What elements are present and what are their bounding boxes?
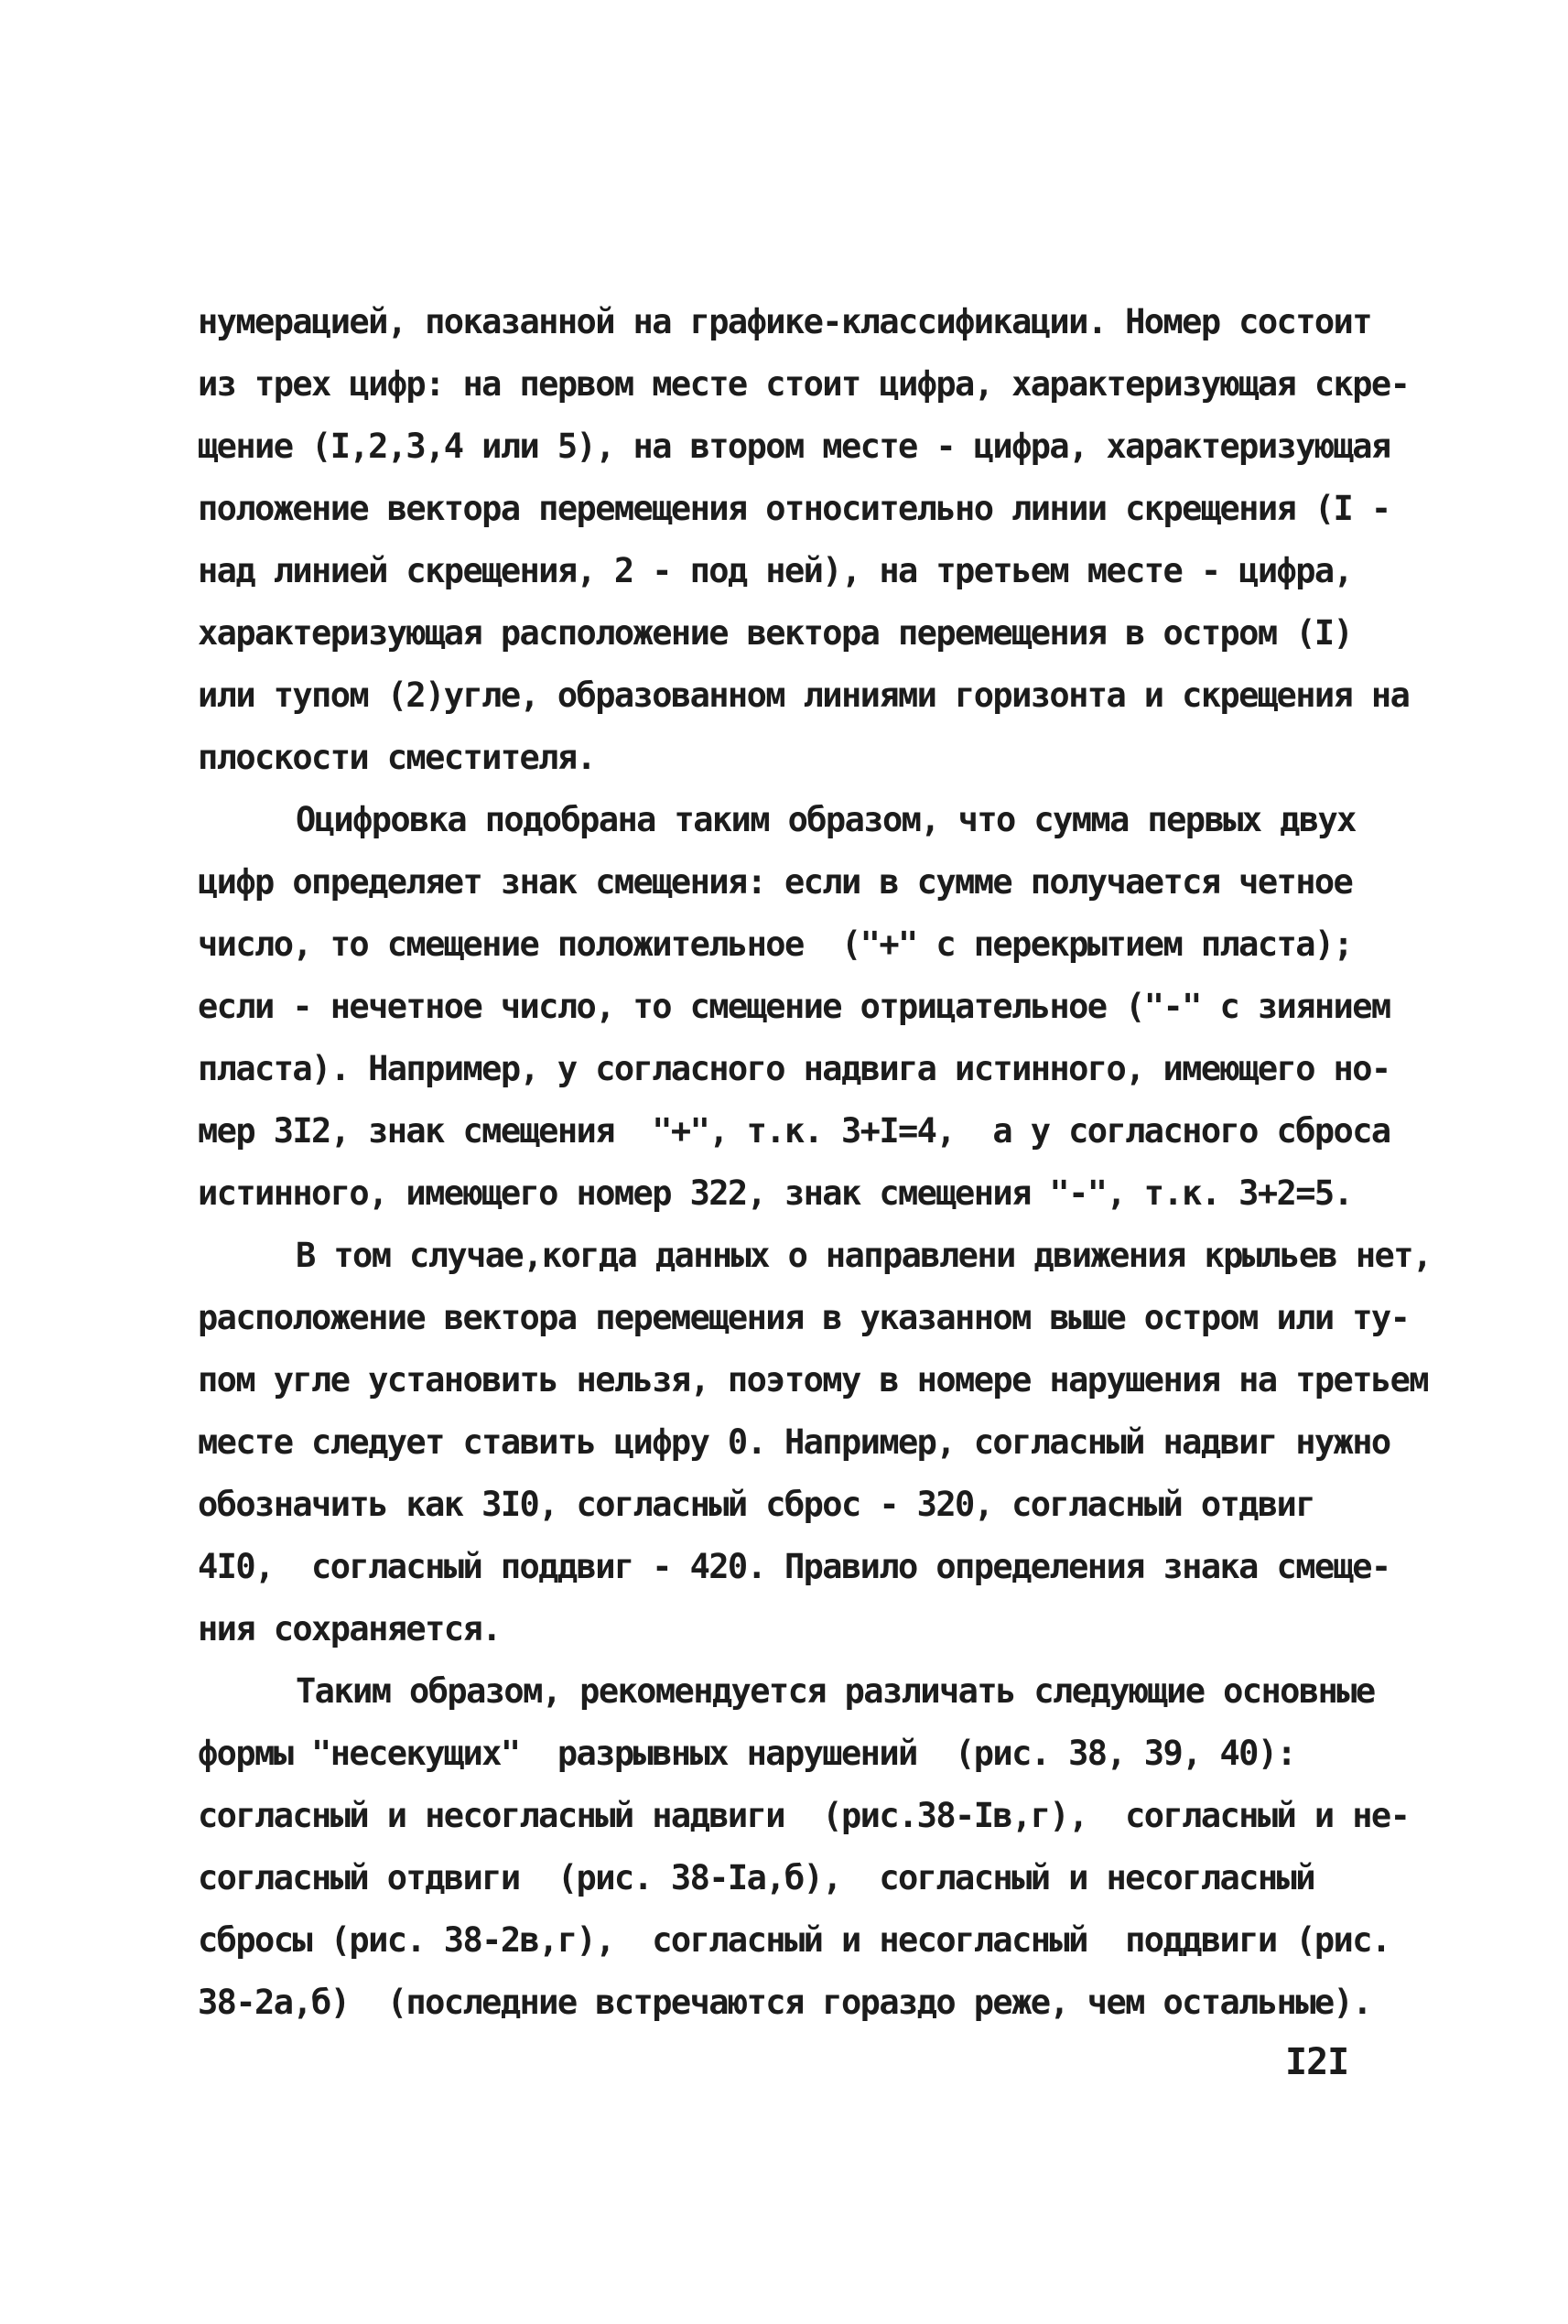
- text-line: характеризующая расположение вектора перемещения в остром (I): [198, 613, 1353, 653]
- text-line: обозначить как 3I0, согласный сброс - 320, согласный отдвиг: [198, 1485, 1314, 1524]
- text-line: расположение вектора перемещения в указанном выше остром или ту-: [198, 1298, 1410, 1337]
- text-line: если - нечетное число, то смещение отрицательное ("-" с зиянием: [198, 987, 1390, 1026]
- body-text: [198, 291, 1432, 2034]
- text-line: пласта). Например, у согласного надвига истинного, имеющего но-: [198, 1049, 1390, 1088]
- text-line: формы "несекущих" разрывных нарушений (рис. 38, 39, 40):: [198, 1734, 1296, 1773]
- text-line: пом угле установить нельзя, поэтому в номере нарушения на третьем: [198, 1360, 1428, 1400]
- text-line: согласный отдвиги (рис. 38-Iа,б), согласный и несогласный: [198, 1858, 1314, 1897]
- text-line: 4I0, согласный поддвиг - 420. Правило определения знака смеще-: [198, 1547, 1390, 1586]
- page-number: I2I: [1285, 2041, 1349, 2083]
- text-line: из трех цифр: на первом месте стоит цифра, характеризующая скре-: [198, 364, 1410, 404]
- text-line: число, то смещение положительное ("+" с перекрытием пласта);: [198, 924, 1353, 964]
- text-line: над линией скрещения, 2 - под ней), на третьем месте - цифра,: [198, 551, 1353, 590]
- text-line: 38-2а,б) (последние встречаются гораздо реже, чем остальные).: [198, 1983, 1371, 2022]
- text-line: нумерацией, показанной на графике-классификации. Номер состоит: [198, 302, 1371, 341]
- text-line: или тупом (2)угле, образованном линиями горизонта и скрещения на: [198, 676, 1410, 715]
- text-line: Оцифровка подобрана таким образом, что сумма первых двух: [296, 800, 1356, 839]
- text-line: ния сохраняется.: [198, 1609, 501, 1648]
- text-line: плоскости сместителя.: [198, 738, 596, 777]
- text-line: положение вектора перемещения относительно линии скрещения (I -: [198, 489, 1390, 528]
- text-line: Таким образом, рекомендуется различать следующие основные: [296, 1671, 1375, 1711]
- text-line: месте следует ставить цифру 0. Например, согласный надвиг нужно: [198, 1422, 1390, 1462]
- text-line: согласный и несогласный надвиги (рис.38-Iв,г), согласный и не-: [198, 1796, 1410, 1835]
- text-line: истинного, имеющего номер 322, знак смещения "-", т.к. 3+2=5.: [198, 1173, 1353, 1213]
- text-line: сбросы (рис. 38-2в,г), согласный и несогласный поддвиги (рис.: [198, 1920, 1390, 1960]
- text-line: В том случае,когда данных о направлени движения крыльев нет,: [296, 1236, 1432, 1275]
- text-line: щение (I,2,3,4 или 5), на втором месте - цифра, характеризующая: [198, 427, 1390, 466]
- text-line: цифр определяет знак смещения: если в сумме получается четное: [198, 862, 1353, 902]
- text-line: мер 3I2, знак смещения "+", т.к. 3+I=4, а у согласного сброса: [198, 1111, 1390, 1151]
